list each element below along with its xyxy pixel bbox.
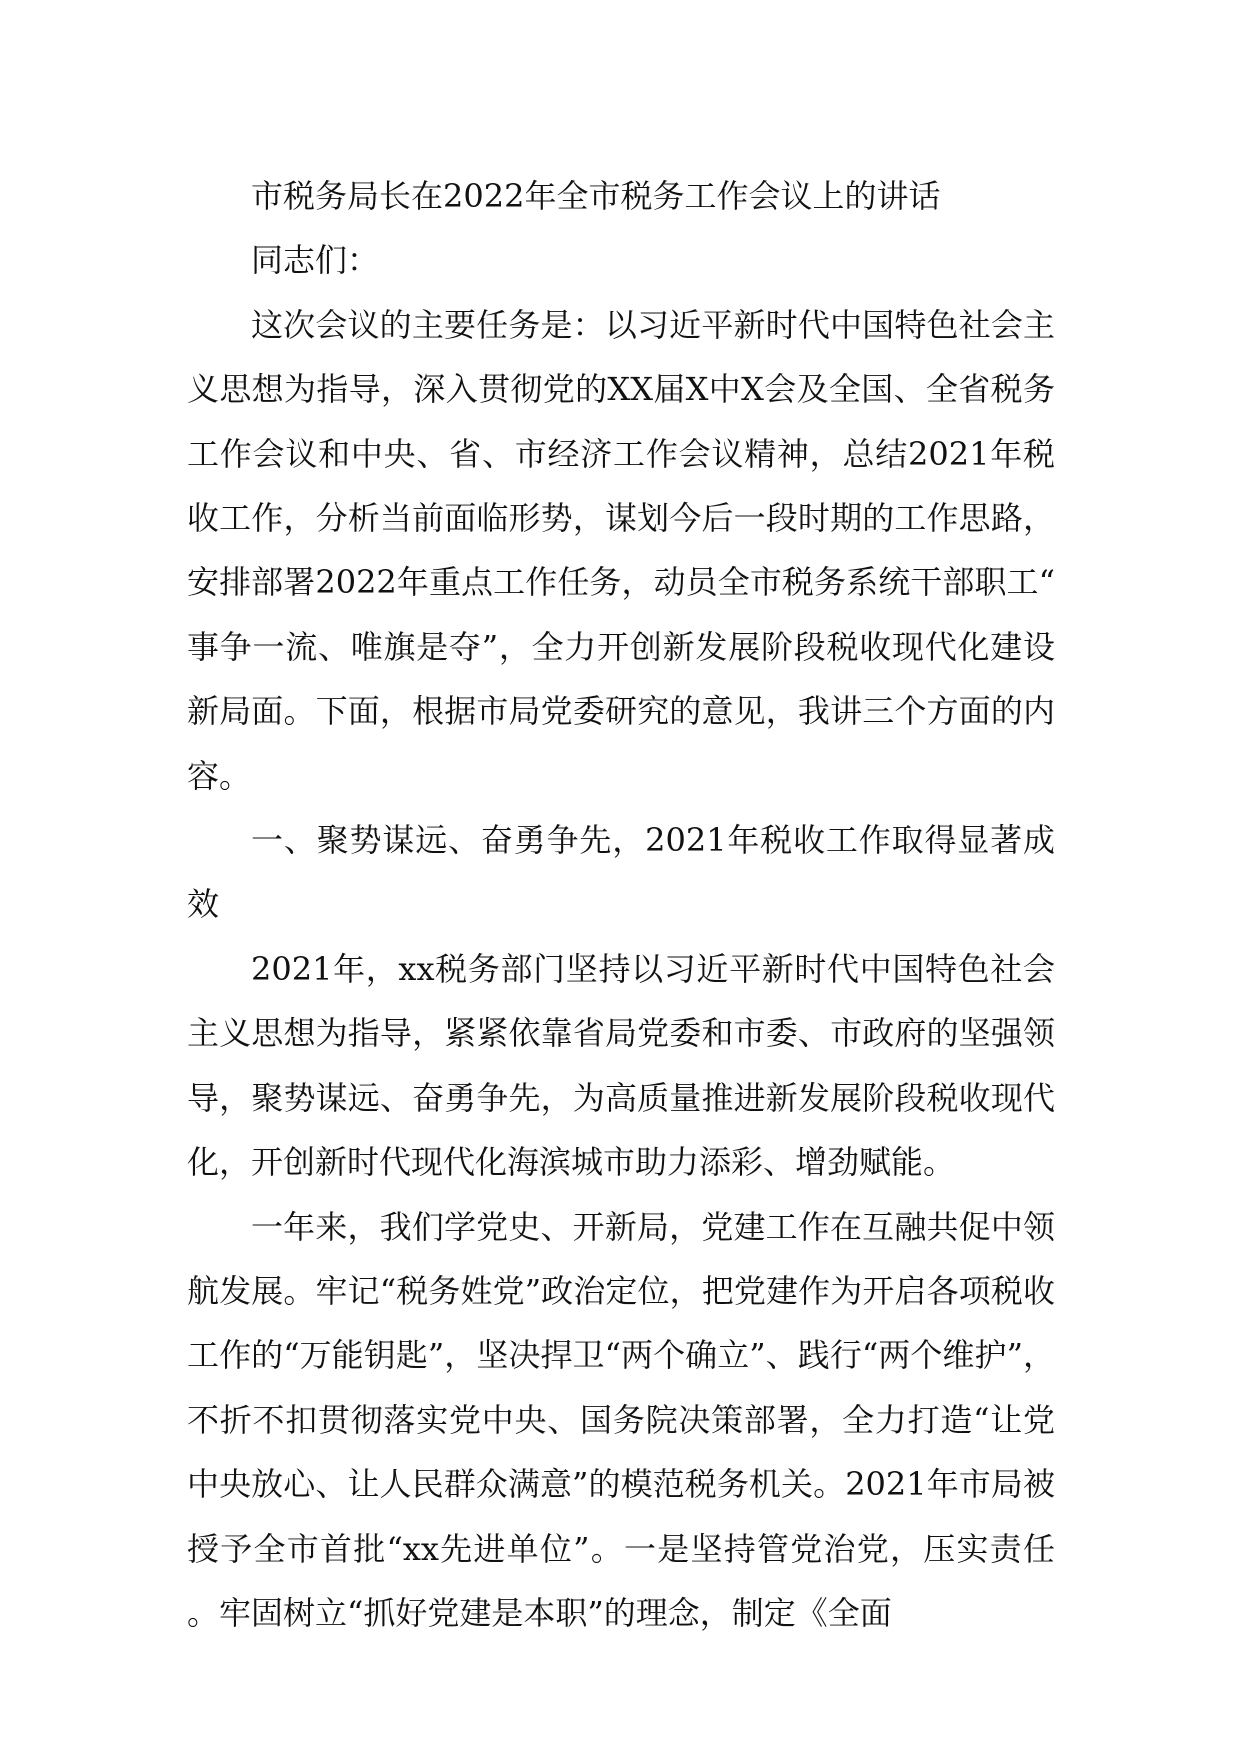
section-heading-1: 一、聚势谋远、奋勇争先，2021年税收工作取得显著成效 <box>187 821 1055 924</box>
paragraph-intro: 这次会议的主要任务是：以习近平新时代中国特色社会主义思想为指导，深入贯彻党的XX届X中X会及全国、全省税务工作会议和中央、省、市经济工作会议精神，总结2021年税收工作，分析当前面临形势，谋划今后一段时期的工作思路，安排部署2022年重点工作任务，动员全市税务系统干部职工“事争一流、唯旗是夺”，全力开创新发展阶段税收现代化建设新局面。下面，根据市局党委研究的意见，我讲三个方面的内容。 <box>187 305 1055 795</box>
document-body <box>187 164 1055 1645</box>
paragraph-party-building: 一年来，我们学党史、开新局，党建工作在互融共促中领航发展。牢记“税务姓党”政治定位，把党建作为开启各项税收工作的“万能钥匙”，坚决捍卫“两个确立”、践行“两个维护”，不折不扣贯彻落实党中央、国务院决策部署，全力打造“让党中央放心、让人民群众满意”的模范税务机关。2021年市局被授予全市首批“xx先进单位”。一是坚持管党治党，压实责任。牢固树立“抓好党建是本职”的理念，制定《全面 <box>187 1207 1055 1632</box>
paragraph-2021-summary: 2021年，xx税务部门坚持以习近平新时代中国特色社会主义思想为指导，紧紧依靠省局党委和市委、市政府的坚强领导，聚势谋远、奋勇争先，为高质量推进新发展阶段税收现代化，开创新时代现代化海滨城市助力添彩、增劲赋能。 <box>187 949 1055 1182</box>
salutation: 同志们： <box>251 241 380 280</box>
document-title: 市税务局长在2022年全市税务工作会议上的讲话 <box>251 177 941 215</box>
